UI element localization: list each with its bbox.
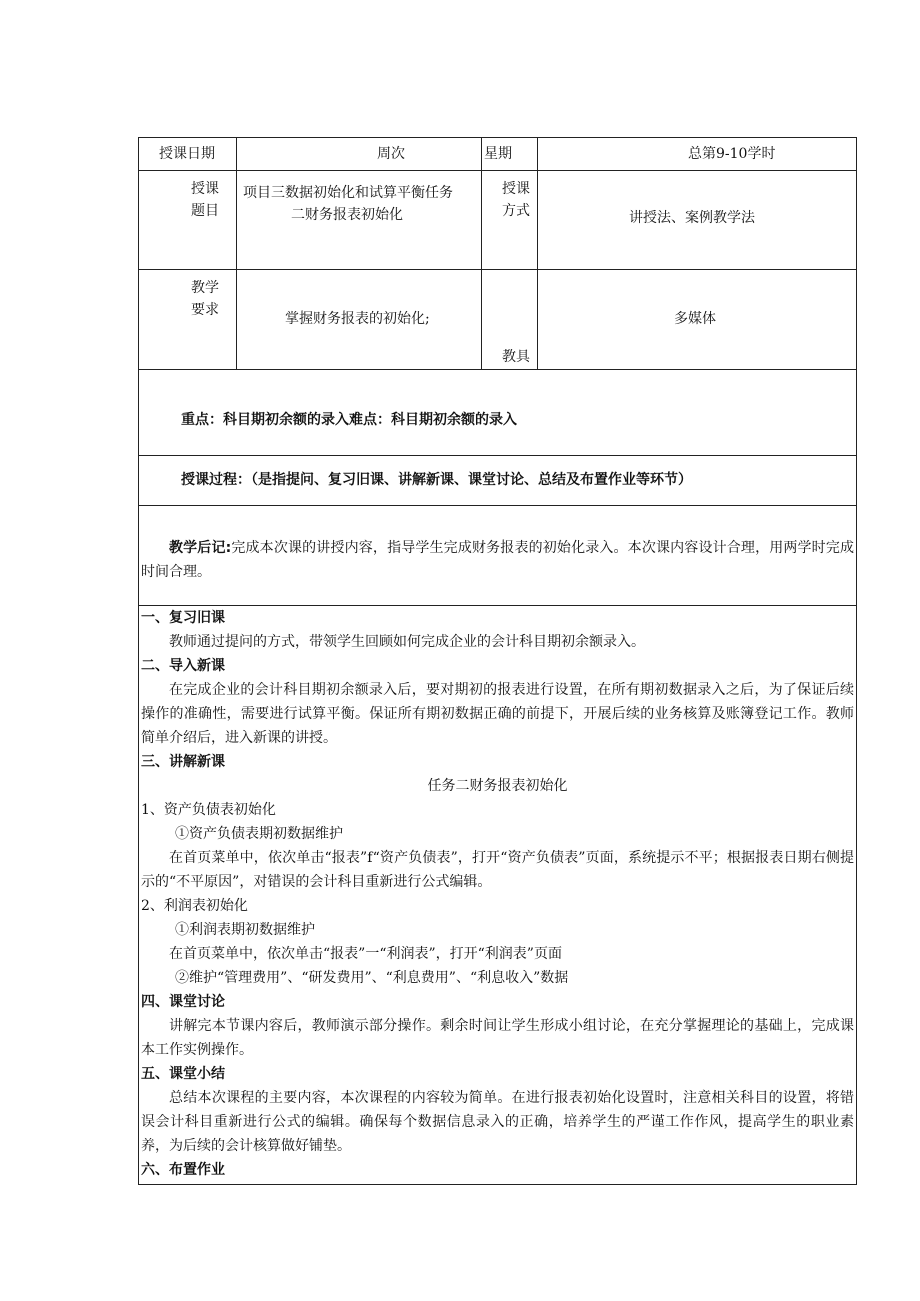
reflection-row [139, 506, 856, 606]
week-label: 周次 [377, 146, 405, 162]
reflection-label: 教学后记: [169, 540, 232, 556]
topic-label-line2: 题目 [191, 203, 219, 219]
tools-label: 教具 [502, 349, 530, 365]
week-cell [236, 138, 481, 170]
process-text: 授课过程：（是指提问、复习旧课、讲解新课、课堂讨论、总结及布置作业等环节） [181, 472, 692, 488]
item2-subtitle-2: ②维护“管理费用”、“研发费用”、“利息费用”、“利息收入”数据 [175, 970, 569, 986]
topic-value-line2: 二财务报表初始化 [291, 207, 403, 223]
requirement-label-line1: 教学 [191, 280, 219, 296]
requirement-row [139, 270, 856, 370]
item1-subtitle: ①资产负债表期初数据维护 [175, 826, 343, 842]
item2-subtitle: ①利润表期初数据维护 [175, 922, 315, 938]
requirement-value-cell [236, 270, 481, 369]
lesson-content [139, 606, 856, 1182]
topic-value-line1: 项目三数据初始化和试算平衡任务 [243, 185, 453, 201]
summary-heading: 五、课堂小结 [141, 1066, 225, 1082]
weekday-cell [481, 138, 537, 170]
method-value-cell [537, 171, 856, 269]
tools-value: 多媒体 [674, 311, 716, 327]
reflection-text: 完成本次课的讲授内容，指导学生完成财务报表的初始化录入。本次课内容设计合理，用两学时完成时间合理。 [141, 540, 854, 580]
total-hours-label: 总第9-10学时 [688, 146, 776, 162]
method-label-line1: 授课 [502, 181, 530, 197]
requirement-label-line2: 要求 [191, 302, 219, 318]
discussion-text: 讲解完本节课内容后，教师演示部分操作。剩余时间让学生形成小组讨论，在充分掌握理论的基础上，完成课本工作实例操作。 [141, 1018, 854, 1058]
method-label-cell [481, 171, 537, 269]
method-label-line2: 方式 [502, 203, 530, 219]
task-title: 任务二财务报表初始化 [427, 778, 568, 794]
summary-text: 总结本次课程的主要内容，本次课程的内容较为简单。在进行报表初始化设置时，注意相关科目的设置，将错误会计科目重新进行公式的编辑。确保每个数据信息录入的正确，培养学生的严谨工作作风，提高学生的职业素养，为后续的会计核算做好铺垫。 [141, 1090, 854, 1154]
item1-text: 在首页菜单中，依次单击“报表”f“资产负债表”，打开“资产负债表”页面，系统提示不平；根据报表日期右侧提示的“不平原因”，对错误的会计科目重新进行公式编辑。 [141, 850, 854, 890]
method-value: 讲授法、案例教学法 [629, 210, 755, 226]
item1-title: 1、资产负债表初始化 [141, 802, 276, 818]
tools-value-cell [537, 270, 856, 369]
key-points-text: 重点：科目期初余额的录入难点：科目期初余额的录入 [181, 412, 517, 428]
topic-value-cell [236, 171, 481, 269]
topic-row [139, 171, 856, 270]
total-cell [537, 138, 856, 170]
intro-heading: 二、导入新课 [141, 658, 225, 674]
review-heading: 一、复习旧课 [141, 610, 225, 626]
item2-text: 在首页菜单中，依次单击“报表”一“利润表”，打开“利润表”页面 [169, 946, 562, 962]
date-label: 授课日期 [159, 146, 215, 162]
intro-text: 在完成企业的会计科目期初余额录入后，要对期初的报表进行设置，在所有期初数据录入之后，为了保证后续操作的准确性，需要进行试算平衡。保证所有期初数据正确的前提下，开展后续的业务核算及账簿登记工作。教师简单介绍后，进入新课的讲授。 [141, 682, 854, 746]
process-row [139, 456, 856, 506]
item2-title: 2、利润表初始化 [141, 898, 248, 914]
key-points-row [139, 370, 856, 456]
requirement-value: 掌握财务报表的初始化; [285, 311, 430, 327]
reflection-paragraph [139, 536, 856, 584]
review-text: 教师通过提问的方式，带领学生回顾如何完成企业的会计科目期初余额录入。 [169, 634, 645, 650]
tools-label-cell [481, 270, 537, 369]
weekday-label: 星期 [484, 146, 512, 162]
topic-label-line1: 授课 [191, 181, 219, 197]
new-lesson-heading: 三、讲解新课 [141, 754, 225, 770]
homework-heading: 六、布置作业 [141, 1162, 225, 1178]
header-row [139, 138, 856, 171]
lesson-plan-table [138, 137, 857, 1185]
discussion-heading: 四、课堂讨论 [141, 994, 225, 1010]
lesson-content-row [139, 606, 856, 1184]
